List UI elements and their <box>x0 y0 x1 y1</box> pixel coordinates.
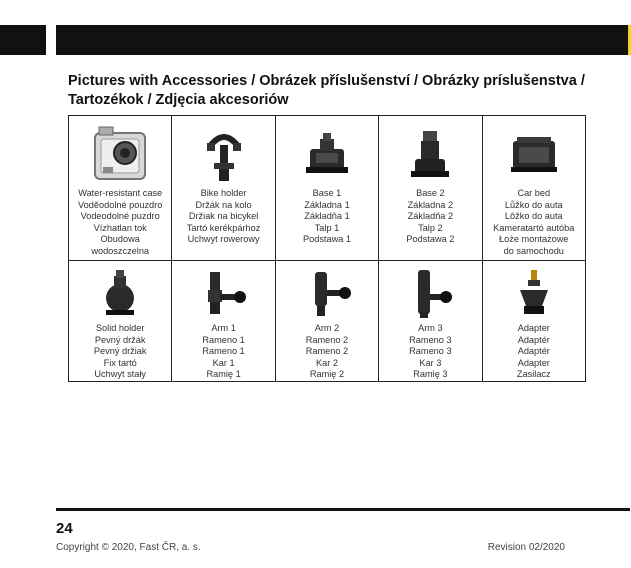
copyright-text: Copyright © 2020, Fast ČR, a. s. <box>56 542 201 553</box>
label-line: Vízhatlan tok <box>93 222 147 233</box>
footer-rule <box>56 508 630 511</box>
accessory-cell <box>172 261 275 382</box>
accessory-cell <box>275 261 378 382</box>
label-line: wodoszczelna <box>91 245 150 256</box>
label-line: Base 2 <box>416 188 445 198</box>
label-line: Rameno 1 <box>202 346 245 357</box>
label-line: Car bed <box>517 188 551 198</box>
label-line: Držák na kolo <box>195 199 252 210</box>
label-line: Držiak na bicykel <box>188 211 259 222</box>
label-line: Základna 2 <box>407 199 454 210</box>
label-line: Fix tartó <box>103 357 137 368</box>
label-line: Arm 2 <box>314 323 340 333</box>
label-line: Obudowa <box>100 234 140 245</box>
accessory-cell <box>379 116 482 261</box>
label-line: Bike holder <box>200 188 247 198</box>
label-line: Adapter <box>517 357 550 368</box>
label-line: Solid holder <box>95 323 145 333</box>
label-line: Kameratartó autóba <box>493 222 575 233</box>
label-line: Zasilacz <box>516 369 551 380</box>
label-line: Pevný držák <box>94 334 146 345</box>
accessory-cell <box>482 116 585 261</box>
label-line: Adaptér <box>517 334 550 345</box>
accessory-cell <box>482 261 585 382</box>
page-number: 24 <box>56 520 73 537</box>
accessory-cell <box>172 116 275 261</box>
label-line: Rameno 2 <box>305 346 349 357</box>
label-line: Kar 2 <box>315 357 338 368</box>
label-line: Adaptér <box>517 346 550 357</box>
label-line: do samochodu <box>503 245 564 256</box>
label-line: Water-resistant case <box>78 188 163 198</box>
accessories-table <box>68 115 586 382</box>
label-line: Rameno 2 <box>305 334 349 345</box>
water-resistant-case-icon <box>69 120 171 188</box>
label-line: Lôžko do auta <box>504 211 563 222</box>
label-line: Ramię 2 <box>309 369 345 380</box>
header-bar-left <box>0 25 46 55</box>
label-line: Ramię 3 <box>413 369 448 380</box>
page-title: Pictures with Accessories / Obrázek příslušenství / Obrázky príslušenstva / Tartozékok / Zdjęcia akcesoriów <box>68 73 585 108</box>
arm-3-icon <box>379 265 481 323</box>
label-line: Łoże montażowe <box>499 234 569 245</box>
revision-text: Revision 02/2020 <box>487 542 565 553</box>
label-line: Rameno 3 <box>409 346 452 357</box>
label-line: Rameno 3 <box>409 334 452 345</box>
label-line: Talp 1 <box>314 222 340 233</box>
bike-holder-icon <box>172 120 274 188</box>
label-line: Podstawa 1 <box>302 234 351 245</box>
label-line: Kar 3 <box>419 357 442 368</box>
label-line: Rameno 1 <box>202 334 245 345</box>
label-line: Základňa 2 <box>407 211 454 222</box>
header-bar <box>56 25 628 55</box>
base-2-icon <box>379 120 481 188</box>
label-line: Arm 1 <box>211 323 236 333</box>
arm-2-icon <box>276 265 378 323</box>
label-line: Základna 1 <box>304 199 350 210</box>
label-line: Pevný držiak <box>93 346 147 357</box>
label-line: Tartó kerékpárhoz <box>186 222 261 233</box>
arm-1-icon <box>172 265 274 323</box>
accessory-cell <box>69 261 172 382</box>
label-line: Talp 2 <box>418 222 443 233</box>
label-line: Lůžko do auta <box>504 199 563 210</box>
car-bed-icon <box>483 120 585 188</box>
adapter-icon <box>483 265 585 323</box>
base-1-icon <box>276 120 378 188</box>
label-line: Adapter <box>517 323 550 333</box>
label-line: Ramię 1 <box>206 369 241 380</box>
label-line: Arm 3 <box>418 323 443 333</box>
label-line: Vodĕodolné pouzdro <box>78 199 163 210</box>
label-line: Uchwyt stały <box>94 369 146 380</box>
label-line: Kar 1 <box>212 357 235 368</box>
solid-holder-icon <box>69 265 171 323</box>
label-line: Uchwyt rowerowy <box>187 234 260 245</box>
accessory-cell <box>275 116 378 261</box>
accessory-cell <box>379 261 482 382</box>
label-line: Podstawa 2 <box>406 234 455 245</box>
label-line: Vodeodolné puzdro <box>80 211 160 222</box>
label-line: Base 1 <box>312 188 342 198</box>
accessory-cell <box>69 116 172 261</box>
label-line: Základňa 1 <box>304 211 350 222</box>
